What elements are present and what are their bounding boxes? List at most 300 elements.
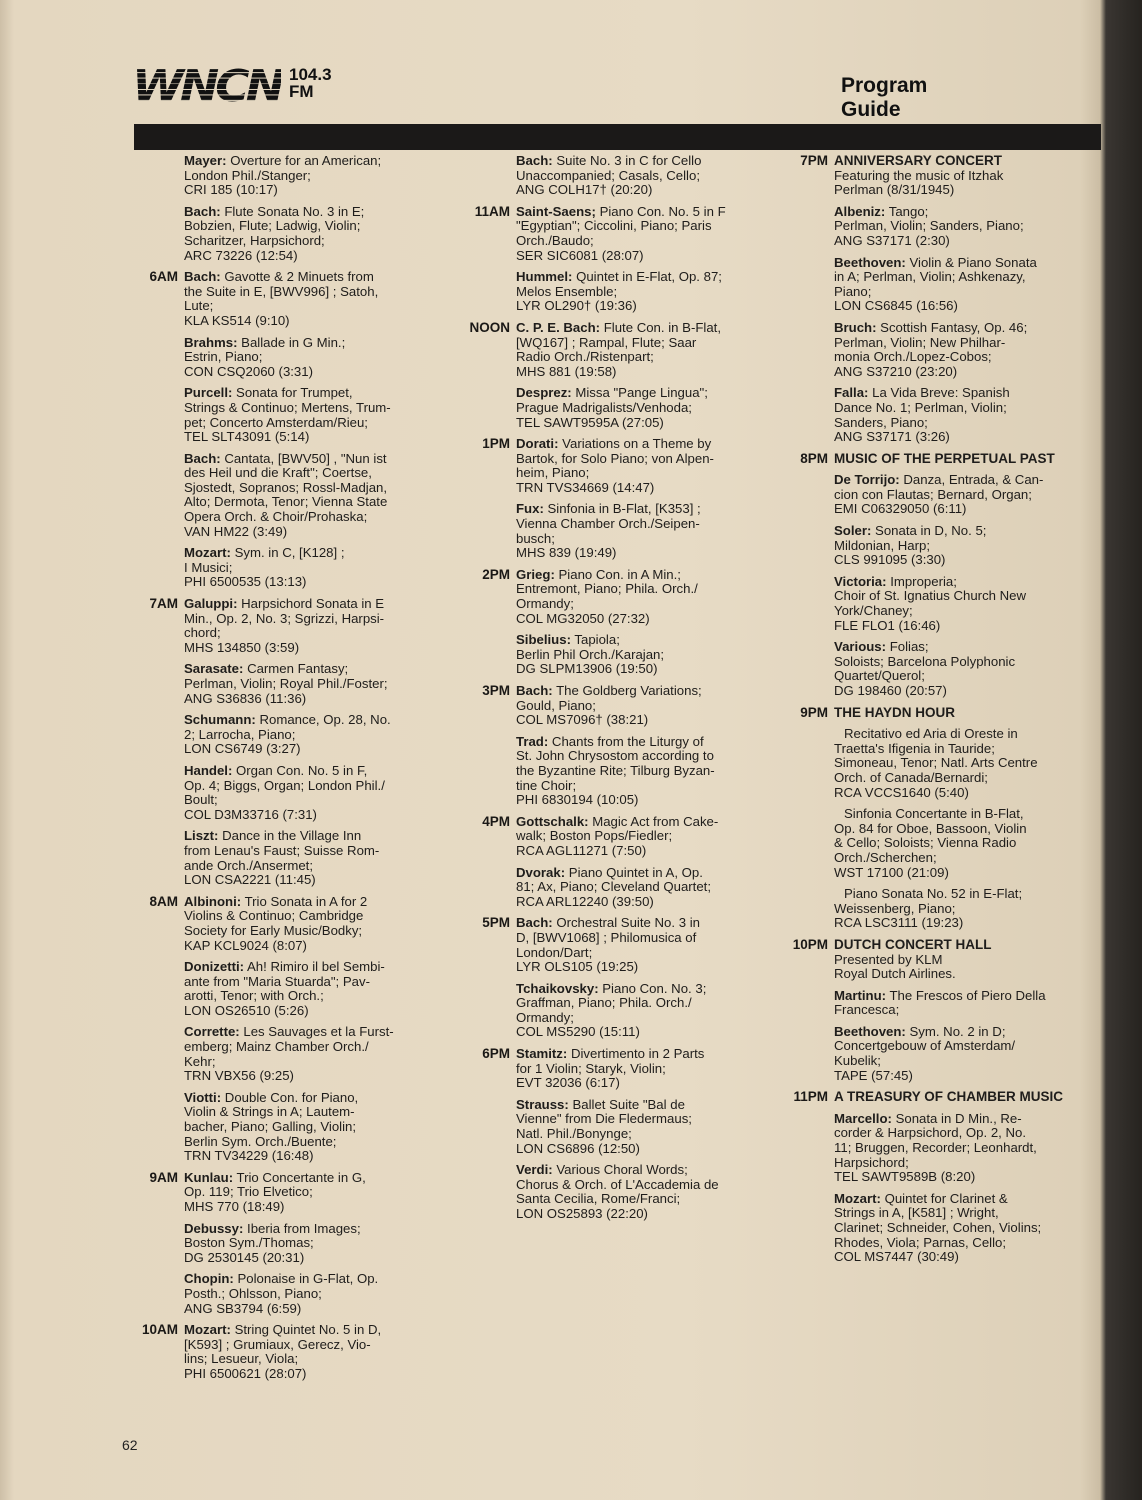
program-line-text: Les Sauvages et la Furst- [243,1024,394,1040]
program-entry [784,807,1084,880]
program-entry [458,1047,758,1091]
program-line: ANG S37171 (3:26) [834,429,950,445]
program-line-text: Romance, Op. 28, No. [259,712,391,728]
program-line: Entremont, Piano; Phila. Orch./ [516,581,698,597]
program-details [834,938,1084,982]
program-line [184,829,410,844]
program-line: Prague Madrigalists/Venhoda; [516,399,692,415]
program-line: & Cello; Soloists; Vienna Radio [834,835,1017,851]
program-entry [122,662,410,706]
program-details [516,154,758,198]
program-line-text: Ah! Rimiro il bel Sembi- [247,959,385,975]
program-line: ante from "Maria Stuarda"; Pav- [184,973,371,989]
time-slot [458,1098,516,1156]
program-line [184,960,410,975]
program-entry [784,1090,1084,1105]
program-line: ARC 73226 (12:54) [184,247,298,263]
program-entry [458,1163,758,1221]
program-details [516,1098,758,1156]
program-line-text: Quintet in E-Flat, Op. 87; [576,269,722,285]
program-line: D, [BWV1068] ; Philomusica of [516,929,697,945]
program-details [184,1171,410,1215]
time-slot [122,1025,184,1083]
program-details [516,1163,758,1221]
program-line: heim, Piano; [516,465,590,481]
program-line: LON OS25893 (22:20) [516,1206,648,1221]
program-line-text: Flute Con. in B-Flat, [603,319,721,335]
program-line-text: Sonata for Trumpet, [236,385,353,401]
program-line: CON CSQ2060 (3:31) [184,363,313,379]
program-line-text: Sym. in C, [K128] ; [234,545,345,561]
program-details [184,829,410,887]
program-line: SER SIC6081 (28:07) [516,247,644,263]
time-slot [458,1163,516,1221]
program-line: KLA KS514 (9:10) [184,312,290,328]
composer-name: Sibelius: [516,632,571,648]
program-entry [122,1091,410,1164]
program-details [834,256,1084,314]
time-slot: 6PM [482,1046,510,1062]
time-slot [458,386,516,430]
program-line: DG SLPM13906 (19:50) [516,661,658,677]
composer-name: Beethoven: [834,1023,906,1039]
program-details [184,205,410,263]
program-line: EVT 32036 (6:17) [516,1075,620,1091]
program-details [184,546,410,590]
time-slot [122,205,184,263]
program-details [516,916,758,974]
page-title-line1: Program [841,74,928,97]
program-line-text: Missa "Pange Lingua"; [575,385,708,401]
time-slot [122,546,184,590]
program-entry [458,205,758,263]
program-line: Traetta's Ifigenia in Tauride; [834,740,995,756]
program-line: RCA LSC3111 (19:23) [834,915,964,931]
program-entry [122,1222,410,1266]
program-line-text: Orchestral Suite No. 3 in [556,915,700,931]
program-line: Berlin Sym. Orch./Buente; [184,1133,337,1149]
composer-name: Marcello: [834,1110,892,1126]
composer-name: Soler: [834,523,872,539]
program-line: [K593] ; Grumiaux, Gerecz, Vio- [184,1336,371,1352]
program-line [834,256,1084,271]
composer-name: Bach: [184,269,221,285]
program-line: Bobzien, Flute; Ladwig, Violin; [184,218,361,234]
program-line: COL MS5290 (15:11) [516,1024,640,1040]
program-line: Estrin, Piano; [184,349,263,365]
program-line: Soloists; Barcelona Polyphonic [834,653,1016,669]
program-line [184,713,410,728]
program-details [516,205,758,263]
program-line: DG 198460 (20:57) [834,683,947,698]
program-series-title: MUSIC OF THE PERPETUAL PAST [834,450,1055,466]
program-line: Boult; [184,792,218,808]
program-details [184,154,410,198]
program-line: TRN VBX56 (9:25) [184,1068,294,1084]
program-line-text: Folias; [889,639,929,655]
time-slot [784,321,834,379]
program-details [516,982,758,1040]
program-line-text: Ballade in G Min.; [241,334,346,350]
program-line: Piano; [834,283,872,299]
time-slot [122,662,184,706]
program-line [184,597,410,612]
program-line: LON OS26510 (5:26) [184,1002,309,1018]
time-slot: 10PM [792,936,828,952]
program-line: Orch./Baudo; [516,232,594,248]
program-line [516,437,758,452]
program-details [516,1047,758,1091]
program-line-text: Various Choral Words; [556,1162,688,1178]
program-entry [784,386,1084,444]
program-line-text: Sonata in D, No. 5; [875,523,987,539]
program-line: Berlin Phil Orch./Karajan; [516,646,665,662]
program-line: 2; Larrocha, Piano; [184,726,296,742]
program-line: Melos Ensemble; [516,283,618,299]
program-line: LON CS6896 (12:50) [516,1140,640,1156]
program-line: RCA AGL11271 (7:50) [516,842,647,858]
program-details [834,887,1084,931]
program-line: I Musici; [184,559,233,575]
program-details [834,154,1084,198]
program-line: Violin & Strings in A; Lautem- [184,1104,355,1120]
time-slot [784,1025,834,1083]
composer-name: Falla: [834,385,869,401]
program-line [834,205,1084,220]
program-entry [784,938,1084,982]
time-slot [122,336,184,380]
program-entry [122,154,410,198]
program-line: PHI 6500535 (13:13) [184,574,307,590]
program-line: TEL SAWT9595A (27:05) [516,414,664,430]
program-details [184,1025,410,1083]
time-slot [784,386,834,444]
program-line [184,1171,410,1186]
composer-name: Bach: [184,450,221,466]
program-line: VAN HM22 (3:49) [184,523,288,539]
time-slot [784,807,834,880]
program-entry [784,1025,1084,1083]
composer-name: Hummel: [516,269,573,285]
program-entry [122,546,410,590]
program-details [834,452,1084,467]
program-line: ANG SB3794 (6:59) [184,1300,302,1316]
program-line: pet; Concerto Amsterdam/Rieu; [184,414,368,430]
program-line [834,1025,1084,1040]
program-entry [122,270,410,328]
composer-name: C. P. E. Bach: [516,319,601,335]
program-line: PHI 6500621 (28:07) [184,1365,307,1381]
program-line: TRN TV34229 (16:48) [184,1148,314,1164]
program-line [834,989,1084,1004]
program-line [834,575,1084,590]
program-details [184,1222,410,1266]
program-details [184,895,410,953]
program-details [184,764,410,822]
program-line: Featuring the music of Itzhak [834,167,1004,183]
time-slot [122,1222,184,1266]
program-entry [122,1323,410,1381]
time-slot [122,452,184,540]
program-line-text: Piano Con. No. 5 in F [599,203,726,219]
program-line: Simoneau, Tenor; Natl. Arts Centre [834,755,1038,771]
program-line-text: Suite No. 3 in C for Cello [556,153,702,168]
program-line: Clarinet; Schneider, Cohen, Violins; [834,1220,1042,1235]
program-line: COL MS7447 (30:49) [834,1249,959,1265]
program-line: Santa Cecilia, Rome/Franci; [516,1191,681,1207]
program-entry [784,989,1084,1018]
schedule-column-3 [784,154,1084,1272]
program-line: Orch. of Canada/Bernardi; [834,769,988,785]
program-line [184,1222,410,1237]
program-details [834,989,1084,1018]
program-line-text: String Quintet No. 5 in D, [234,1322,382,1338]
composer-name: Bruch: [834,319,877,335]
program-line: Francesca; [834,1002,900,1018]
time-slot: 7PM [800,153,828,168]
program-line: Gould, Piano; [516,697,596,713]
schedule-column-2 [458,154,758,1229]
program-line: Vienna Chamber Orch./Seipen- [516,516,700,532]
program-details [184,386,410,444]
composer-name: Saint-Saens; [516,203,596,219]
program-entry [122,1171,410,1215]
composer-name: Viotti: [184,1089,222,1105]
program-line-text: Trio Sonata in A for 2 [244,893,368,909]
program-line: Perlman, Violin; Royal Phil./Foster; [184,676,388,691]
program-line: Perlman (8/31/1945) [834,182,955,198]
logo-wordmark: WNCN [132,61,282,112]
program-line: Strings & Continuo; Mertens, Trum- [184,399,391,415]
program-line: TEL SLT43091 (5:14) [184,429,310,445]
program-line: Presented by KLM [834,951,943,967]
program-line: TEL SAWT9589B (8:20) [834,1169,976,1185]
program-line-text: Piano Con. No. 3; [602,980,707,996]
program-line [516,1163,758,1178]
program-details [184,597,410,655]
program-line: Alto; Dermota, Tenor; Vienna State [184,494,388,510]
program-line [516,270,758,285]
page-number: 62 [122,1437,138,1453]
program-entry [458,815,758,859]
program-series-title: ANNIVERSARY CONCERT [834,153,1003,168]
program-line-text: The Frescos of Piero Della [889,987,1046,1003]
program-details [184,270,410,328]
program-details [516,735,758,808]
program-line: London Phil./Stanger; [184,167,311,183]
program-line: ANG S37210 (23:20) [834,363,958,379]
program-line: ANG COLH17† (20:20) [516,182,653,198]
program-line: COL MG32050 (27:32) [516,610,650,626]
program-line-text: Iberia from Images; [247,1220,361,1236]
composer-name: Bach: [516,915,553,931]
program-entry [458,154,758,198]
program-line: FLE FLO1 (16:46) [834,617,941,633]
program-entry [784,887,1084,931]
program-line-text: Trio Concertante in G, [236,1169,366,1185]
program-series-title: A TREASURY OF CHAMBER MUSIC [834,1089,1064,1105]
time-slot: 5PM [482,915,510,931]
time-slot [784,575,834,633]
program-entry [458,386,758,430]
program-line: CRI 185 (10:17) [184,182,278,198]
program-line [184,1091,410,1106]
program-entry [784,154,1084,198]
program-line: MHS 134850 (3:59) [184,639,300,655]
program-line [516,866,758,881]
program-line: Rhodes, Viola; Parnas, Cello; [834,1234,1007,1250]
program-line: Recitativo ed Aria di Oreste in [844,726,1018,742]
time-slot [458,735,516,808]
program-line: Weissenberg, Piano; [834,900,956,916]
program-line: TRN TVS34669 (14:47) [516,479,655,495]
program-line [516,321,758,336]
time-slot [458,633,516,677]
time-slot [122,960,184,1018]
program-details [184,713,410,757]
program-entry [784,640,1084,698]
time-slot: 11AM [474,203,510,219]
composer-name: Various: [834,639,887,655]
composer-name: Strauss: [516,1096,569,1112]
time-slot [784,205,834,249]
composer-name: Kunlau: [184,1169,234,1185]
program-details [834,575,1084,633]
program-line: Chorus & Orch. of L'Accademia de [516,1176,719,1192]
composer-name: Bach: [516,153,553,168]
program-line: Scharitzer, Harpsichord; [184,232,325,248]
composer-name: Liszt: [184,828,219,844]
composer-name: Verdi: [516,1162,553,1178]
time-slot [784,887,834,931]
program-line: Unaccompanied; Casals, Cello; [516,167,700,183]
program-line: Ormandy; [516,596,574,612]
program-line [184,205,410,220]
program-line: LYR OL290† (19:36) [516,298,637,314]
program-entry [122,829,410,887]
program-entry [784,205,1084,249]
time-slot [784,524,834,568]
time-slot: 7AM [149,596,178,612]
program-line-text: Magic Act from Cake- [592,813,719,829]
program-entry [122,1025,410,1083]
program-line: LON CS6749 (3:27) [184,741,301,757]
program-details [516,270,758,314]
program-line: KAP KCL9024 (8:07) [184,937,307,953]
program-details [516,633,758,677]
logo-frequency [289,66,332,100]
program-line [516,916,758,931]
program-line: lins; Lesueur, Viola; [184,1351,299,1367]
composer-name: Corrette: [184,1024,240,1040]
time-slot: 2PM [482,566,510,582]
composer-name: Dorati: [516,436,559,452]
composer-name: Victoria: [834,573,887,589]
program-line-text: Quintet for Clarinet & [884,1190,1008,1206]
program-entry [458,982,758,1040]
program-line [516,684,758,699]
program-line: St. John Chrysostom according to [516,748,714,764]
program-details [516,386,758,430]
program-line: 11; Bruggen, Recorder; Leonhardt, [834,1140,1037,1156]
composer-name: Stamitz: [516,1046,568,1062]
program-entry [458,270,758,314]
program-entry [122,1272,410,1316]
program-line: MHS 839 (19:49) [516,545,617,561]
composer-name: Schumann: [184,712,256,728]
composer-name: Brahms: [184,334,238,350]
schedule-column-1 [122,154,410,1389]
header-rule [134,124,1101,150]
program-entry [784,524,1084,568]
program-line [184,546,410,561]
composer-name: Debussy: [184,1220,244,1236]
program-line-text: Organ Con. No. 5 in F, [236,762,368,778]
program-details [184,452,410,540]
program-details [516,321,758,379]
program-line: York/Chaney; [834,603,913,619]
program-line [834,386,1084,401]
program-line [516,735,758,750]
program-entry [458,916,758,974]
program-details [516,502,758,560]
time-slot [784,256,834,314]
program-entry [122,764,410,822]
program-details [834,386,1084,444]
program-line-text: Ballet Suite "Bal de [572,1096,685,1112]
program-line: EMI C06329050 (6:11) [834,501,967,517]
program-line [516,633,758,648]
composer-name: Beethoven: [834,254,906,270]
page-title-line2: Guide [841,98,901,121]
program-line: Royal Dutch Airlines. [834,966,956,982]
program-line: Dance No. 1; Perlman, Violin; [834,399,1007,415]
program-line: Kehr; [184,1053,216,1069]
program-entry [122,452,410,540]
program-details [834,205,1084,249]
program-line: DG 2530145 (20:31) [184,1249,305,1265]
program-line [184,764,410,779]
program-line-text: Gavotte & 2 Minuets from [224,269,374,285]
program-line: [WQ167] ; Rampal, Flute; Saar [516,334,697,350]
program-details [834,1025,1084,1083]
program-line: PHI 6830194 (10:05) [516,792,639,808]
program-entry [458,735,758,808]
program-line: emberg; Mainz Chamber Orch./ [184,1039,369,1055]
composer-name: Purcell: [184,385,233,401]
program-line-text: Dance in the Village Inn [222,828,362,844]
program-entry [784,575,1084,633]
program-entry [458,1098,758,1156]
program-line: tine Choir; [516,777,577,793]
time-slot: 8PM [800,450,828,466]
program-entry [784,473,1084,517]
composer-name: Dvorak: [516,864,566,880]
program-line [516,1047,758,1062]
program-line [516,386,758,401]
time-slot: 10AM [141,1322,178,1338]
time-slot [784,1112,834,1185]
program-line-text: La Vida Breve: Spanish [872,385,1010,401]
time-slot [122,829,184,887]
program-details [184,662,410,706]
composer-name: Chopin: [184,1271,234,1287]
program-line-text: Overture for an American; [230,153,382,168]
program-line [184,662,410,677]
program-line [834,524,1084,539]
program-details [834,1192,1084,1265]
program-line: Boston Sym./Thomas; [184,1235,314,1251]
